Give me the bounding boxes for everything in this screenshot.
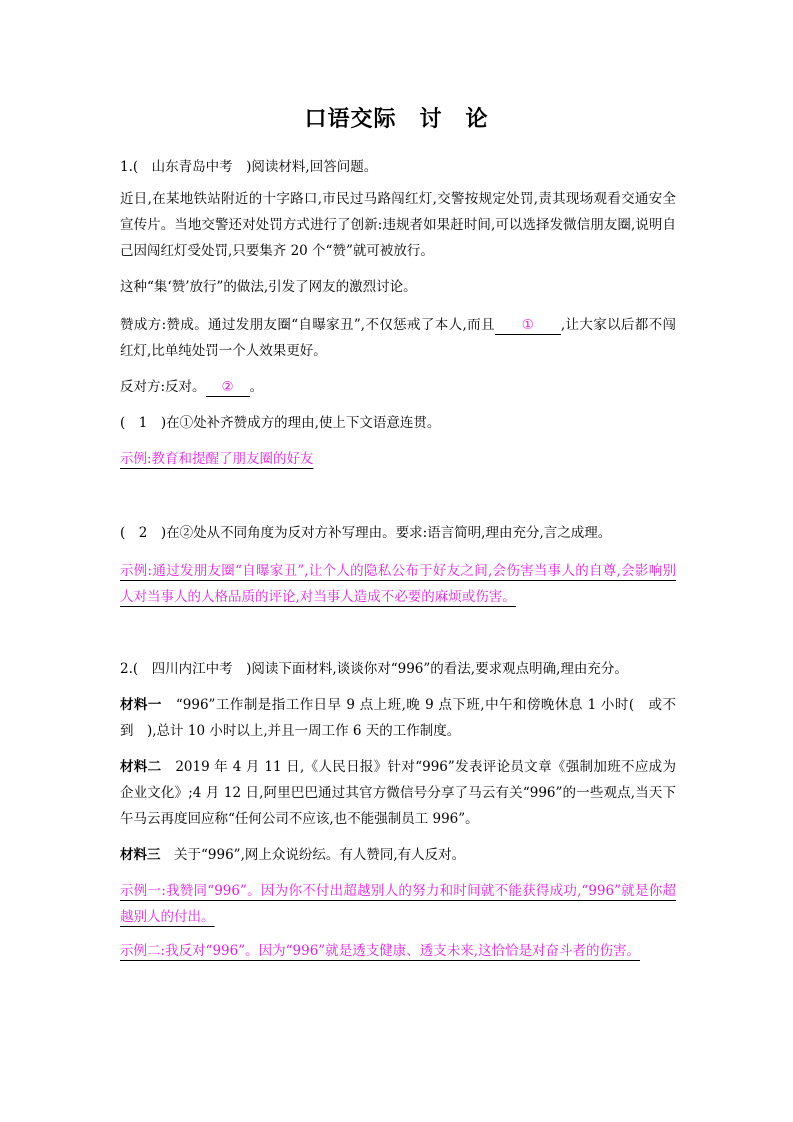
blank-2: ② (206, 378, 250, 397)
sub-question-1: ( 1 )在①处补齐赞成方的理由,使上下文语意连贯。 (120, 415, 441, 431)
question-1-material: 近日,在某地铁站附近的十字路口,市民过马路闯红灯,交警按规定处罚,责其现场观看交通安全宣传片。当地交警还对处罚方式进行了创新:违规者如果赶时间,可以选择发微信朋友圈,说明自己因闯红灯受处罚,只要集齐 20 个“赞”就可被放行。 (120, 191, 676, 259)
material-3-label: 材料三 (120, 847, 161, 863)
blank-1: ① (495, 316, 561, 335)
material-3-text: 关于“996”,网上众说纷纭。有人赞同,有人反对。 (174, 847, 466, 863)
material-1-label: 材料一 (120, 697, 162, 713)
con-side-text-after: 。 (249, 379, 264, 395)
pro-side-statement (120, 312, 676, 364)
material-1 (120, 692, 676, 744)
example-2-text: 示例二:我反对“996”。因为“996”就是透支健康、透支未来,这恰恰是对奋斗者的伤害。 (120, 943, 640, 959)
answer-2 (120, 558, 676, 610)
material-1-text: “996”工作制是指工作日早 9 点上班,晚 9 点下班,中午和傍晚休息 1 小时( 或不到 ),总计 10 小时以上,并且一周工作 6 天的工作制度。 (120, 697, 677, 739)
material-2 (120, 754, 676, 832)
answer-2-text: 示例:通过发朋友圈“自曝家丑”,让个人的隐私公布于好友之间,会伤害当事人的自尊,会影响别人对当事人的人格品质的评论,对当事人造成不必要的麻烦或伤害。 (120, 563, 676, 605)
question-1-header: 1.( 山东青岛中考 )阅读材料,回答问题。 (120, 159, 378, 175)
pro-side-text-after: ,让大家以后都不闯红灯,比单纯处罚一个人效果更好。 (120, 317, 677, 359)
answer-1 (120, 446, 676, 472)
answer-1-text: 示例:教育和提醒了朋友圈的好友 (120, 451, 314, 467)
page-title: 口语交际 讨 论 (304, 107, 489, 132)
material-2-text: 2019 年 4 月 11 日,《人民日报》针对“996”发表评论员文章《强制加班不应成为企业文化》;4 月 12 日,阿里巴巴通过其官方微信号分享了马云有关“996”的一些观点,当天下午马云再度回应称“任何公司不应该,也不能强制员工 996”。 (120, 759, 676, 827)
sub-question-2: ( 2 )在②处从不同角度为反对方补写理由。要求:语言简明,理由充分,言之成理。 (120, 525, 612, 541)
question-2-header: 2.( 四川内江中考 )阅读下面材料,谈谈你对“996”的看法,要求观点明确,理由充分。 (120, 661, 628, 677)
con-side-text-before: 反对方:反对。 (120, 379, 206, 395)
material-3 (120, 842, 676, 868)
example-1-text: 示例一:我赞同“996”。因为你不付出超越别人的努力和时间就不能获得成功,“996”就是你超越别人的付出。 (120, 883, 676, 925)
material-2-label: 材料二 (120, 759, 162, 775)
question-1-discussion: 这种“集‘赞’放行”的做法,引发了网友的激烈讨论。 (120, 279, 417, 295)
con-side-statement (120, 374, 676, 400)
example-2 (120, 938, 676, 964)
pro-side-text-before: 赞成方:赞成。通过发朋友圈“自曝家丑”,不仅惩戒了本人,而且 (120, 317, 495, 333)
example-1 (120, 878, 676, 930)
